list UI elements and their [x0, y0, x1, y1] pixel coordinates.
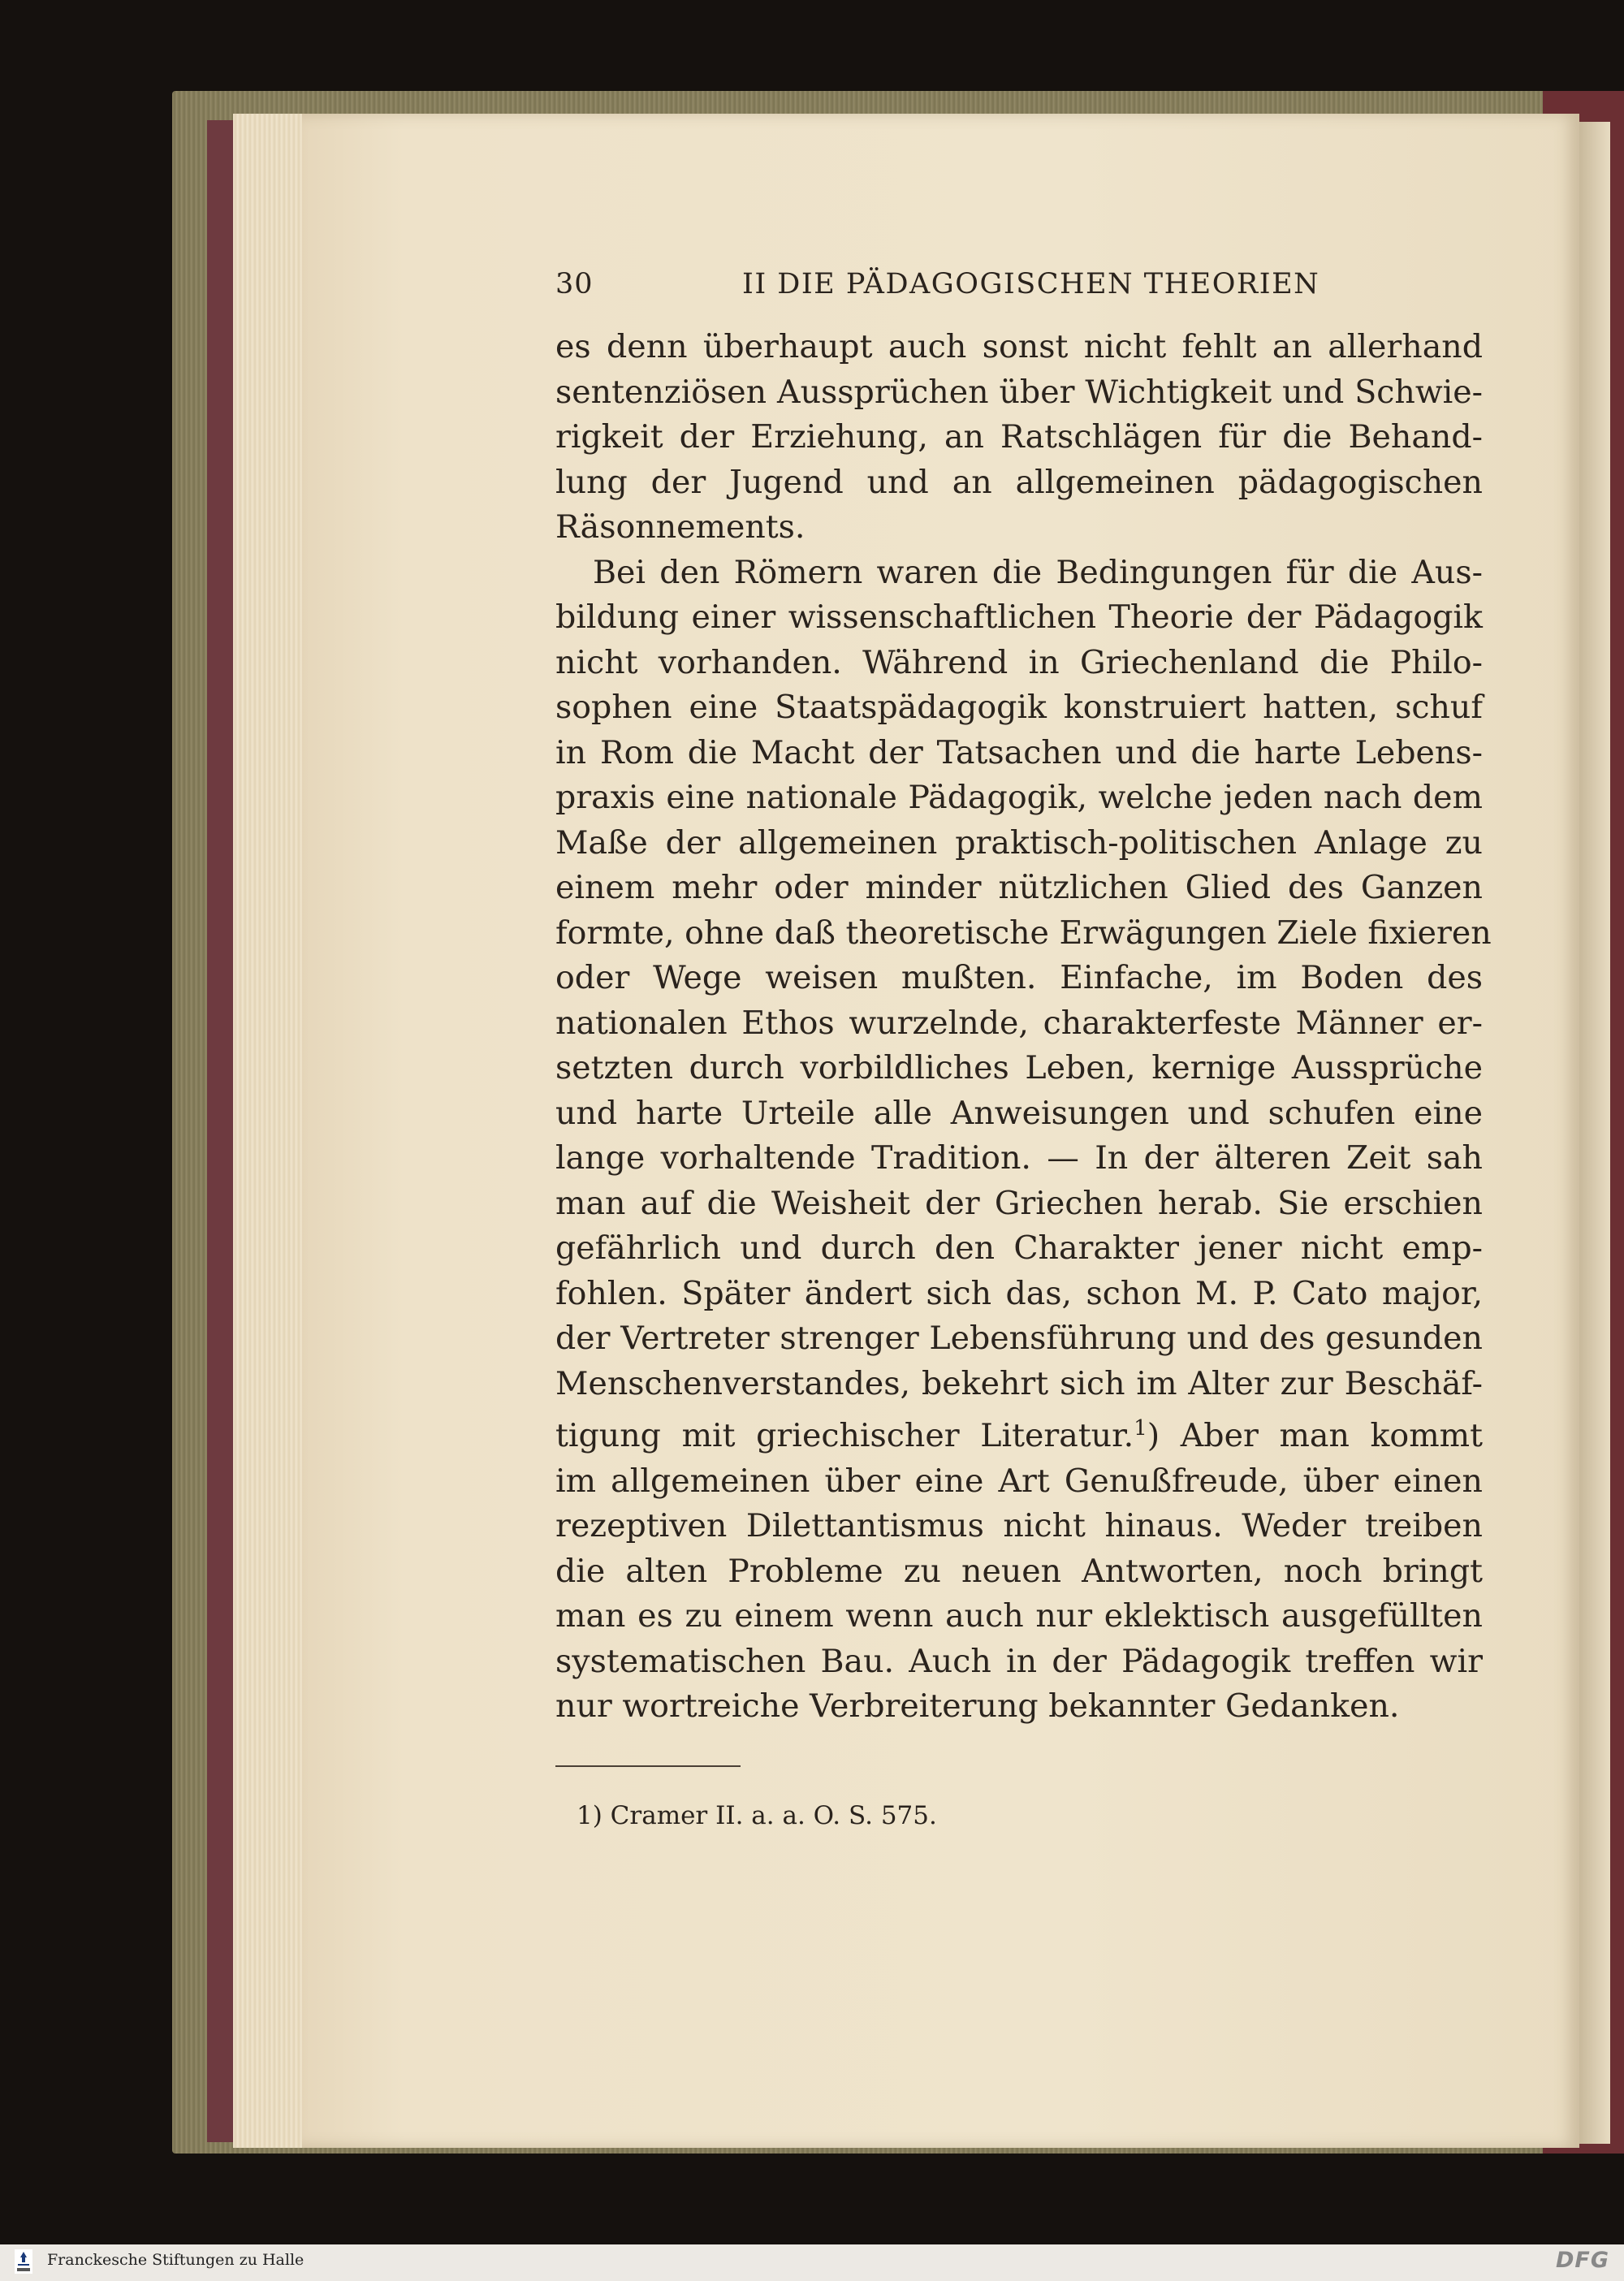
footnote-rule	[555, 1765, 741, 1767]
text-line: Menschenverstandes, bekehrt sich im Alter zur Beschäf-	[555, 1364, 1483, 1402]
text-line: lung der Jugend und an allgemeinen pädagogischen	[555, 463, 1483, 501]
text-line: praxis eine nationale Pädagogik, welche jeden nach dem	[555, 779, 1483, 816]
text-line-with-footnote-ref	[555, 1406, 1483, 1459]
text-line: Bei den Römern waren die Bedingungen für die Aus-	[593, 553, 1483, 591]
page-content	[555, 268, 1492, 1832]
text-line: sophen eine Staatspädagogik konstruiert hatten, schuf	[555, 689, 1483, 726]
text-line: sentenziösen Aussprüchen über Wichtigkeit und Schwie-	[555, 373, 1483, 411]
text-line: gefährlich und durch den Charakter jener nicht emp-	[555, 1229, 1483, 1267]
viewer-footer-bar	[0, 2244, 1624, 2281]
footnote: 1) Cramer II. a. a. O. S. 575.	[577, 1800, 937, 1830]
page-number: 30	[555, 268, 594, 300]
text-line: in Rom die Macht der Tatsachen und die harte Lebens-	[555, 733, 1483, 771]
text-line: der Vertreter strenger Lebensführung und des gesunden	[555, 1320, 1483, 1357]
text-line: setzten durch vorbildliches Leben, kernige Aussprüche	[555, 1049, 1483, 1086]
running-title: II DIE PÄDAGOGISCHEN THEORIEN	[742, 268, 1320, 300]
text-line: und harte Urteile alle Anweisungen und schufen eine	[555, 1094, 1483, 1132]
text-line: es denn überhaupt auch sonst nicht fehlt an allerhand	[555, 328, 1483, 365]
text-line-part: tigung mit griechischer Literatur.	[555, 1417, 1134, 1455]
institution-name: Franckesche Stiftungen zu Halle	[47, 2251, 304, 2269]
institution-logo-icon	[15, 2249, 32, 2274]
book-spine-strip	[207, 120, 233, 2142]
text-line: lange vorhaltende Tradition. — In der älteren Zeit sah	[555, 1139, 1483, 1177]
text-line: man auf die Weisheit der Griechen herab. Sie erschien	[555, 1184, 1483, 1222]
footnote-reference: 1	[1134, 1416, 1147, 1441]
dfg-logo: DFG	[1555, 2248, 1609, 2273]
text-line: oder Wege weisen mußten. Einfache, im Boden des	[555, 959, 1483, 996]
text-line: nur wortreiche Verbreiterung bekannter Gedanken.	[555, 1687, 1400, 1726]
running-head	[555, 268, 1483, 310]
text-line-part: ) Aber man kommt	[1147, 1417, 1483, 1455]
text-line: die alten Probleme zu neuen Antworten, noch bringt	[555, 1552, 1483, 1590]
text-line: man es zu einem wenn auch nur eklektisch ausgefüllten	[555, 1597, 1483, 1635]
text-line: rezeptiven Dilettantismus nicht hinaus. Weder treiben	[555, 1507, 1483, 1545]
text-line: rigkeit der Erziehung, an Ratschlägen für die Behand-	[555, 418, 1483, 456]
text-line: einem mehr oder minder nützlichen Glied des Ganzen	[555, 869, 1483, 906]
body-text	[555, 325, 1492, 1730]
text-line: Maße der allgemeinen praktisch-politischen Anlage zu	[555, 823, 1483, 862]
text-line: fohlen. Später ändert sich das, schon M. P. Cato major,	[555, 1274, 1483, 1312]
text-line: systematischen Bau. Auch in der Pädagogik treffen wir	[555, 1642, 1483, 1680]
page-right-edge	[1579, 122, 1610, 2144]
page-edges	[233, 114, 306, 2148]
text-line: im allgemeinen über eine Art Genußfreude, über einen	[555, 1462, 1483, 1500]
text-line: nicht vorhanden. Während in Griechenland die Philo-	[555, 643, 1483, 681]
text-line: nationalen Ethos wurzelnde, charakterfeste Männer er-	[555, 1004, 1483, 1042]
text-line: Räsonnements.	[555, 508, 806, 546]
text-line: formte, ohne daß theoretische Erwägungen Ziele fixieren	[555, 914, 1492, 952]
text-line: bildung einer wissenschaftlichen Theorie der Pädagogik	[555, 598, 1483, 636]
